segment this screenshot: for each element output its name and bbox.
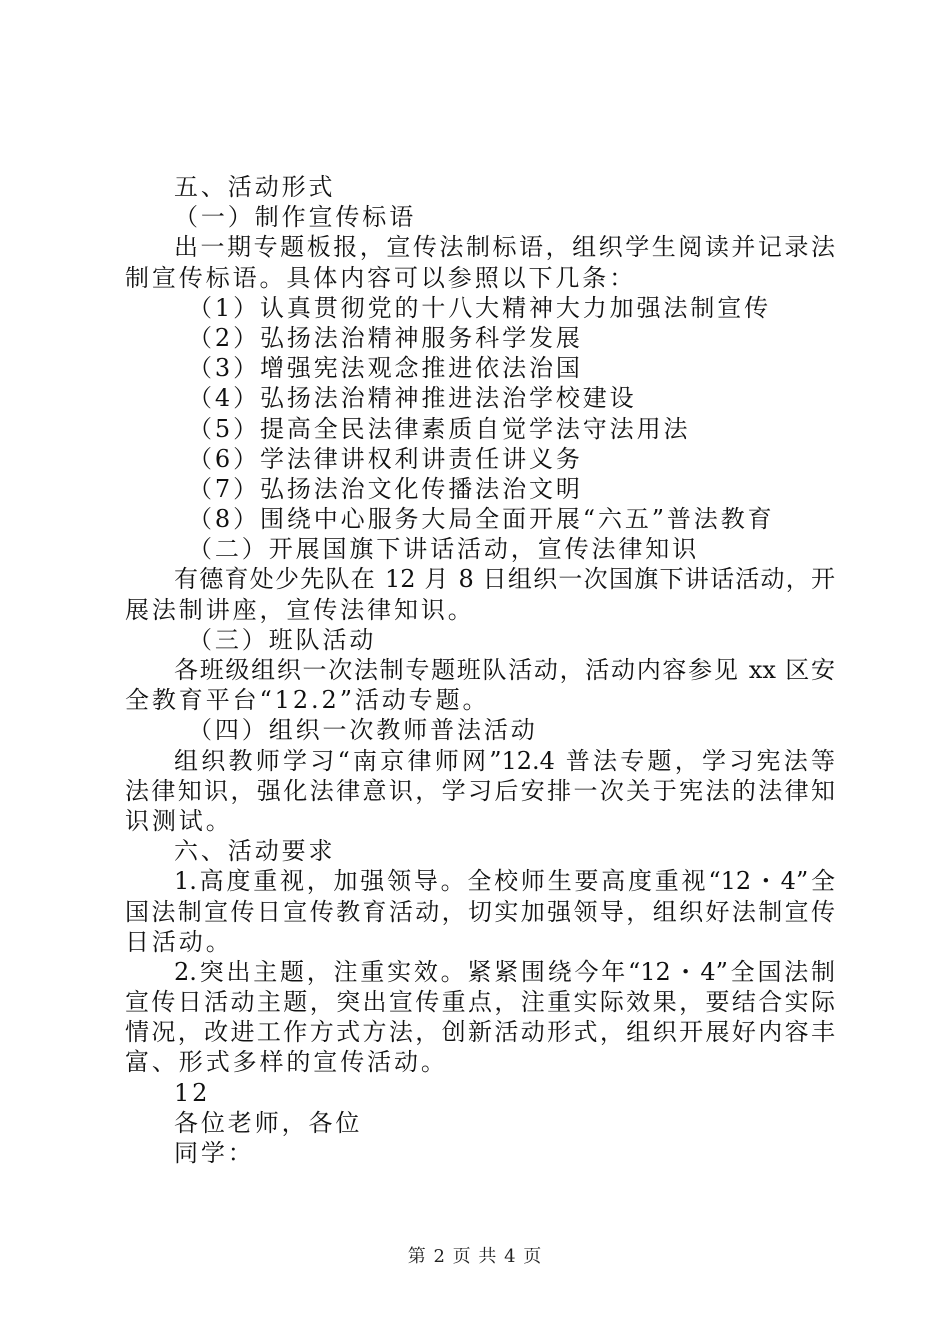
text-line: （2）弘扬法治精神服务科学发展: [188, 323, 583, 352]
text-line: 制宣传标语。具体内容可以参照以下几条：: [125, 263, 637, 292]
text-line: 组织教师学习“南京律师网”12.4 普法专题，学习宪法等: [174, 746, 835, 775]
document-body: [125, 172, 835, 1168]
text-line: 五、活动形式: [174, 173, 336, 201]
text-line: 12: [174, 1078, 211, 1107]
text-line: （3）增强宪法观念推进依法治国: [188, 354, 583, 383]
text-line: （三）班队活动: [188, 625, 377, 654]
text-line: （4）弘扬法治精神推进法治学校建设: [188, 384, 637, 413]
text-line: （6）学法律讲权利讲责任讲义务: [188, 444, 583, 473]
text-line: （二）开展国旗下讲话活动，宣传法律知识: [188, 535, 700, 564]
text-line: 展法制讲座，宣传法律知识。: [125, 595, 475, 624]
text-line: 法律知识，强化法律意识，学习后安排一次关于宪法的法律知: [125, 776, 835, 805]
text-line: 识测试。: [125, 806, 233, 835]
text-line: （5）提高全民法律素质自觉学法守法用法: [188, 414, 691, 443]
text-line: 各位老师，各位: [174, 1108, 363, 1137]
text-line: （1）认真贯彻党的十八大精神大力加强法制宣传: [188, 293, 772, 322]
text-line: 国法制宣传日宣传教育活动，切实加强领导，组织好法制宣传: [125, 897, 835, 926]
text-line: 宣传日活动主题，突出宣传重点，注重实际效果，要结合实际: [125, 988, 835, 1017]
text-line: 全教育平台“12.2”活动专题。: [125, 686, 490, 715]
text-line: （7）弘扬法治文化传播法治文明: [188, 474, 583, 503]
text-line: 各班级组织一次法制专题班队活动，活动内容参见 xx 区安: [174, 656, 835, 684]
text-line: 同学：: [174, 1139, 255, 1167]
text-line: （四）组织一次教师普法活动: [188, 716, 538, 745]
text-line: 出一期专题板报，宣传法制标语，组织学生阅读并记录法: [174, 233, 835, 262]
text-line: 1.高度重视，加强领导。全校师生要高度重视“12・4”全: [174, 867, 835, 896]
text-line: 情况，改进工作方式方法，创新活动形式，组织开展好内容丰: [125, 1018, 835, 1047]
page-footer: 第 2 页 共 4 页: [407, 1246, 543, 1267]
text-line: 富、形式多样的宣传活动。: [125, 1048, 448, 1077]
text-line: 2.突出主题，注重实效。紧紧围绕今年“12・4”全国法制: [174, 957, 835, 986]
text-line: 有德育处少先队在 12 月 8 日组织一次国旗下讲话活动，开: [174, 565, 835, 594]
text-line: （8）围绕中心服务大局全面开展“六五”普法教育: [188, 505, 775, 534]
text-line: 六、活动要求: [174, 837, 336, 866]
text-line: （一）制作宣传标语: [174, 203, 417, 232]
text-line: 日活动。: [125, 927, 233, 956]
